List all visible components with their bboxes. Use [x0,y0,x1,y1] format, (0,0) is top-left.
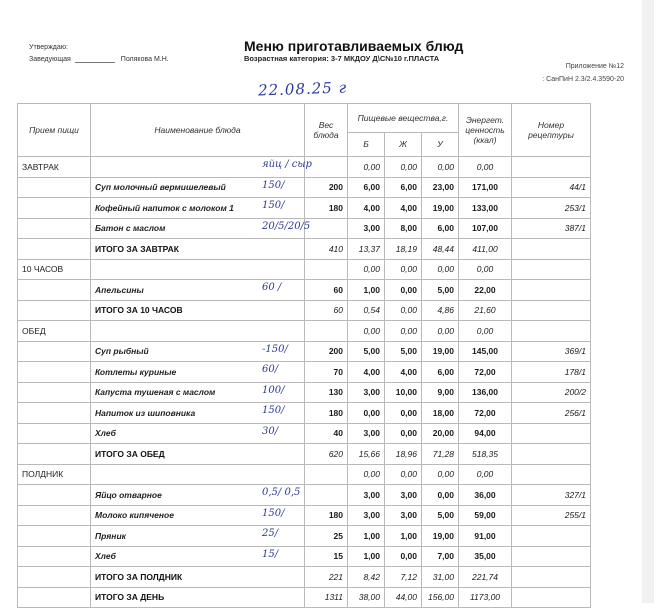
approval-block [29,44,169,63]
fat-cell: 7,12 [385,567,422,588]
total-row [18,300,591,321]
dish-name-cell: Хлеб [91,423,305,444]
table-row [18,341,591,362]
handwritten-portion: 150/ [262,508,285,519]
recipe-cell: 178/1 [512,362,591,383]
fat-cell: 1,00 [385,526,422,547]
protein-cell: 3,00 [348,382,385,403]
handwritten-portion: 60 / [262,282,282,293]
meal-cell [18,239,91,260]
carbs-cell: 156,00 [422,587,459,608]
recipe-cell: 387/1 [512,218,591,239]
dish-name-cell [91,321,305,342]
carbs-cell: 23,00 [422,177,459,198]
protein-cell: 0,00 [348,403,385,424]
dish-name-cell: Кофейный напиток с молоком 1 [91,198,305,219]
energy-cell: 1173,00 [459,587,512,608]
recipe-cell [512,239,591,260]
carbs-cell: 5,00 [422,280,459,301]
fat-cell: 0,00 [385,546,422,567]
recipe-cell [512,280,591,301]
energy-cell: 136,00 [459,382,512,403]
table-row [18,526,591,547]
carbs-cell: 7,00 [422,546,459,567]
protein-cell: 1,00 [348,280,385,301]
dish-name-cell [91,259,305,280]
weight-cell: 60 [305,300,348,321]
weight-cell: 180 [305,198,348,219]
weight-cell: 1311 [305,587,348,608]
carbs-cell: 48,44 [422,239,459,260]
fat-cell: 18,19 [385,239,422,260]
handwritten-portion: 100/ [262,385,285,396]
recipe-cell: 253/1 [512,198,591,219]
protein-cell: 0,00 [348,321,385,342]
handwritten-date: 22.08.25 г [257,78,348,100]
meal-cell [18,300,91,321]
carbs-cell: 0,00 [422,464,459,485]
energy-cell: 0,00 [459,157,512,178]
energy-cell: 107,00 [459,218,512,239]
handwritten-portion: 15/ [262,549,279,560]
dish-name-cell: Капуста тушеная с маслом [91,382,305,403]
protein-cell: 0,00 [348,157,385,178]
recipe-cell: 369/1 [512,341,591,362]
energy-cell: 221,74 [459,567,512,588]
col-protein: Б [348,132,385,156]
dish-name-cell: ИТОГО ЗА ОБЕД [91,444,305,465]
protein-cell: 38,00 [348,587,385,608]
carbs-cell: 5,00 [422,505,459,526]
energy-cell: 411,00 [459,239,512,260]
dish-name-cell: Яйцо отварное [91,485,305,506]
dish-name-cell: Напиток из шиповника [91,403,305,424]
weight-cell [305,218,348,239]
energy-cell: 22,00 [459,280,512,301]
carbs-cell: 20,00 [422,423,459,444]
dish-name-cell: ИТОГО ЗА 10 ЧАСОВ [91,300,305,321]
handwritten-portion: 30/ [262,426,279,437]
energy-cell: 72,00 [459,403,512,424]
protein-cell: 13,37 [348,239,385,260]
meal-row [18,321,591,342]
meal-cell [18,177,91,198]
recipe-cell [512,300,591,321]
meal-cell: ОБЕД [18,321,91,342]
weight-cell: 60 [305,280,348,301]
recipe-cell [512,567,591,588]
meal-cell [18,341,91,362]
energy-cell: 145,00 [459,341,512,362]
fat-cell: 0,00 [385,403,422,424]
weight-cell: 70 [305,362,348,383]
energy-cell: 21,60 [459,300,512,321]
handwritten-portion: 0,5/ 0,5 [262,487,301,498]
energy-cell: 133,00 [459,198,512,219]
energy-cell: 518,35 [459,444,512,465]
table-row [18,177,591,198]
col-fat: Ж [385,132,422,156]
col-carbs: У [422,132,459,156]
recipe-cell: 44/1 [512,177,591,198]
protein-cell: 0,00 [348,259,385,280]
energy-cell: 36,00 [459,485,512,506]
protein-cell: 4,00 [348,198,385,219]
carbs-cell: 0,00 [422,157,459,178]
head-label: Заведующая [29,56,71,63]
weight-cell: 25 [305,526,348,547]
meal-cell [18,485,91,506]
meal-cell [18,505,91,526]
table-row [18,505,591,526]
protein-cell: 15,66 [348,444,385,465]
appendix-number: Приложение №12 [565,63,624,70]
recipe-cell: 256/1 [512,403,591,424]
fat-cell: 10,00 [385,382,422,403]
weight-cell: 130 [305,382,348,403]
handwritten-portion: 20/5/20/5 [262,221,311,232]
head-signature-row [29,56,169,63]
energy-cell: 91,00 [459,526,512,547]
recipe-cell [512,546,591,567]
fat-cell: 4,00 [385,198,422,219]
table-row [18,382,591,403]
meal-cell [18,403,91,424]
fat-cell: 0,00 [385,464,422,485]
fat-cell: 3,00 [385,505,422,526]
protein-cell: 5,00 [348,341,385,362]
meal-cell [18,423,91,444]
table-row [18,198,591,219]
meal-cell [18,567,91,588]
carbs-cell: 19,00 [422,341,459,362]
meal-cell [18,382,91,403]
protein-cell: 0,54 [348,300,385,321]
dish-name-cell: Батон с маслом [91,218,305,239]
carbs-cell: 6,00 [422,218,459,239]
carbs-cell: 9,00 [422,382,459,403]
header-row [18,104,591,133]
weight-cell: 200 [305,177,348,198]
handwritten-portion: 150/ [262,180,285,191]
sanpin-reference: : СанПиН 2.3/2.4.3590-20 [542,76,624,83]
fat-cell: 3,00 [385,485,422,506]
handwritten-portion: яйц / сыр [262,159,312,170]
recipe-cell [512,321,591,342]
total-row [18,567,591,588]
protein-cell: 1,00 [348,546,385,567]
fat-cell: 0,00 [385,280,422,301]
age-category: Возрастная категория: 3-7 МКДОУ Д\С№10 г.ПЛАСТА [244,54,440,63]
weight-cell: 221 [305,567,348,588]
menu-table [17,103,591,608]
energy-cell: 171,00 [459,177,512,198]
fat-cell: 0,00 [385,259,422,280]
recipe-cell: 200/2 [512,382,591,403]
table-row [18,423,591,444]
table-row [18,485,591,506]
col-dish: Наименование блюда [91,104,305,157]
table-row [18,546,591,567]
protein-cell: 4,00 [348,362,385,383]
recipe-cell: 327/1 [512,485,591,506]
total-row [18,587,591,608]
recipe-cell [512,259,591,280]
fat-cell: 0,00 [385,321,422,342]
dish-name-cell: Пряник [91,526,305,547]
weight-cell: 620 [305,444,348,465]
weight-cell: 15 [305,546,348,567]
dish-name-cell: Апельсины [91,280,305,301]
signature-line [75,62,115,63]
carbs-cell: 6,00 [422,362,459,383]
fat-cell: 8,00 [385,218,422,239]
dish-name-cell: Суп молочный вермишелевый [91,177,305,198]
dish-name-cell [91,464,305,485]
handwritten-portion: -150/ [262,344,288,355]
fat-cell: 0,00 [385,423,422,444]
weight-cell [305,485,348,506]
meal-cell [18,280,91,301]
energy-cell: 59,00 [459,505,512,526]
meal-cell [18,444,91,465]
protein-cell: 3,00 [348,505,385,526]
fat-cell: 5,00 [385,341,422,362]
handwritten-portion: 60/ [262,364,279,375]
approve-label: Утверждаю: [29,44,68,51]
weight-cell: 40 [305,423,348,444]
weight-cell: 200 [305,341,348,362]
recipe-cell [512,587,591,608]
dish-name-cell: Котлеты куриные [91,362,305,383]
col-energy: Энергет. ценность (ккал) [459,104,512,157]
total-row [18,239,591,260]
carbs-cell: 18,00 [422,403,459,424]
dish-name-cell: ИТОГО ЗА ПОЛДНИК [91,567,305,588]
meal-cell: ЗАВТРАК [18,157,91,178]
col-recipe: Номер рецептуры [512,104,591,157]
carbs-cell: 0,00 [422,485,459,506]
appendix-block [542,60,624,86]
dish-name-cell: Суп рыбный [91,341,305,362]
table-row [18,403,591,424]
col-weight: Вес блюда [305,104,348,157]
meal-row [18,259,591,280]
fat-cell: 0,00 [385,157,422,178]
energy-cell: 0,00 [459,259,512,280]
meal-cell [18,362,91,383]
recipe-cell [512,423,591,444]
dish-name-cell: ИТОГО ЗА ЗАВТРАК [91,239,305,260]
weight-cell: 180 [305,505,348,526]
energy-cell: 94,00 [459,423,512,444]
protein-cell: 3,00 [348,218,385,239]
fat-cell: 4,00 [385,362,422,383]
recipe-cell: 255/1 [512,505,591,526]
meal-row [18,464,591,485]
recipe-cell [512,157,591,178]
weight-cell [305,259,348,280]
fat-cell: 6,00 [385,177,422,198]
dish-name-cell: ИТОГО ЗА ДЕНЬ [91,587,305,608]
carbs-cell: 4,86 [422,300,459,321]
energy-cell: 35,00 [459,546,512,567]
energy-cell: 72,00 [459,362,512,383]
dish-name-cell: Хлеб [91,546,305,567]
protein-cell: 3,00 [348,485,385,506]
fat-cell: 0,00 [385,300,422,321]
meal-cell [18,587,91,608]
carbs-cell: 71,28 [422,444,459,465]
recipe-cell [512,526,591,547]
col-meal: Прием пищи [18,104,91,157]
meal-cell [18,218,91,239]
meal-cell: ПОЛДНИК [18,464,91,485]
carbs-cell: 19,00 [422,526,459,547]
table-row [18,280,591,301]
meal-cell [18,198,91,219]
weight-cell: 180 [305,403,348,424]
meal-cell [18,546,91,567]
page-title: Меню приготавливаемых блюд [244,38,464,54]
energy-cell: 0,00 [459,464,512,485]
meal-cell: 10 ЧАСОВ [18,259,91,280]
scan-edge [642,0,654,603]
weight-cell: 410 [305,239,348,260]
weight-cell [305,321,348,342]
fat-cell: 18,96 [385,444,422,465]
protein-cell: 3,00 [348,423,385,444]
meal-cell [18,526,91,547]
handwritten-portion: 25/ [262,528,279,539]
table-row [18,362,591,383]
protein-cell: 6,00 [348,177,385,198]
fat-cell: 44,00 [385,587,422,608]
dish-name-cell: Молоко кипяченое [91,505,305,526]
protein-cell: 0,00 [348,464,385,485]
protein-cell: 1,00 [348,526,385,547]
total-row [18,444,591,465]
handwritten-portion: 150/ [262,405,285,416]
carbs-cell: 31,00 [422,567,459,588]
recipe-cell [512,444,591,465]
head-name: Полякова М.Н. [120,56,169,63]
carbs-cell: 0,00 [422,259,459,280]
weight-cell [305,464,348,485]
carbs-cell: 19,00 [422,198,459,219]
energy-cell: 0,00 [459,321,512,342]
recipe-cell [512,464,591,485]
carbs-cell: 0,00 [422,321,459,342]
col-nutrients: Пищевые вещества,г. [348,104,459,133]
protein-cell: 8,42 [348,567,385,588]
handwritten-portion: 150/ [262,200,285,211]
